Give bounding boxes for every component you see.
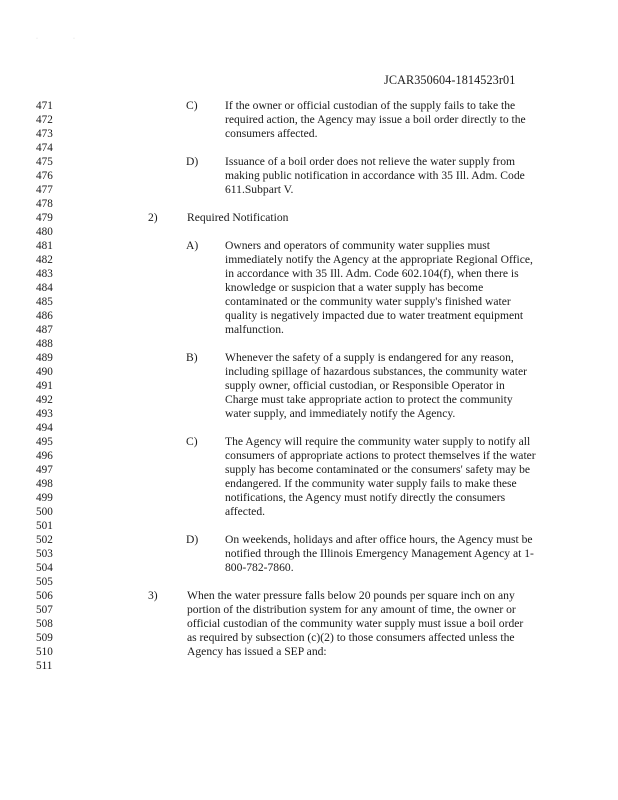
line-number: 477 xyxy=(36,184,53,196)
item-text: Owners and operators of community water supplies must xyxy=(225,239,490,252)
item-text: quality is negatively impacted due to water treatment equipment xyxy=(225,309,524,322)
text-line xyxy=(0,239,618,253)
item-label: C) xyxy=(186,99,198,112)
text-line xyxy=(0,589,618,603)
item-text: contaminated or the community water supply's finished water xyxy=(225,295,511,308)
item-text: Issuance of a boil order does not relieve the water supply from xyxy=(225,155,516,168)
text-line xyxy=(0,99,618,113)
item-text: endangered. If the community water supply fails to make these xyxy=(225,477,517,490)
line-number: 495 xyxy=(36,436,53,448)
text-line xyxy=(0,281,618,295)
item-text: When the water pressure falls below 20 pounds per square inch on any xyxy=(187,589,515,602)
item-text: consumers of appropriate actions to protect themselves if the water xyxy=(225,449,536,462)
line-number: 489 xyxy=(36,352,53,364)
text-line xyxy=(0,295,618,309)
item-label: A) xyxy=(186,239,199,252)
text-line xyxy=(0,267,618,281)
item-label: C) xyxy=(186,435,198,448)
text-line xyxy=(0,113,618,127)
item-text: supply owner, official custodian, or Responsible Operator in xyxy=(225,379,505,392)
text-line xyxy=(0,645,618,659)
text-line xyxy=(0,309,618,323)
line-number: 506 xyxy=(36,590,53,602)
line-number: 509 xyxy=(36,632,53,644)
line-number: 492 xyxy=(36,394,53,406)
text-line xyxy=(0,365,618,379)
text-line xyxy=(0,505,618,519)
text-line xyxy=(0,379,618,393)
scan-speck: · xyxy=(73,36,75,42)
text-line xyxy=(0,253,618,267)
item-text: 611.Subpart V. xyxy=(225,183,294,196)
line-number: 473 xyxy=(36,128,53,140)
document-body xyxy=(0,99,618,673)
line-number: 493 xyxy=(36,408,53,420)
line-number: 478 xyxy=(36,198,53,210)
line-number: 500 xyxy=(36,506,53,518)
item-text: Whenever the safety of a supply is endangered for any reason, xyxy=(225,351,514,364)
line-number: 475 xyxy=(36,156,53,168)
item-text: consumers affected. xyxy=(225,127,318,140)
line-number: 488 xyxy=(36,338,53,350)
item-label: D) xyxy=(186,155,199,168)
item-text: in accordance with 35 Ill. Adm. Code 602.104(f), when there is xyxy=(225,267,519,280)
text-line xyxy=(0,183,618,197)
item-label: 3) xyxy=(148,589,158,602)
section-heading: Required Notification xyxy=(187,211,289,224)
item-text: water supply, and immediately notify the Agency. xyxy=(225,407,456,420)
item-text: official custodian of the community water supply must issue a boil order xyxy=(187,617,524,630)
scan-speck: · xyxy=(36,36,38,42)
text-line xyxy=(0,127,618,141)
line-number: 483 xyxy=(36,268,53,280)
line-number: 503 xyxy=(36,548,53,560)
item-text: notified through the Illinois Emergency Management Agency at 1- xyxy=(225,547,534,560)
line-number: 510 xyxy=(36,646,53,658)
line-number: 482 xyxy=(36,254,53,266)
text-line xyxy=(0,631,618,645)
item-text: making public notification in accordance with 35 Ill. Adm. Code xyxy=(225,169,525,182)
text-line xyxy=(0,435,618,449)
text-line xyxy=(0,211,618,225)
line-number: 499 xyxy=(36,492,53,504)
text-line xyxy=(0,617,618,631)
text-line xyxy=(0,323,618,337)
document-id: JCAR350604-1814523r01 xyxy=(384,73,516,87)
item-text: knowledge or suspicion that a water supply has become xyxy=(225,281,484,294)
line-number: 491 xyxy=(36,380,53,392)
line-number: 487 xyxy=(36,324,53,336)
line-number: 481 xyxy=(36,240,53,252)
item-text: as required by subsection (c)(2) to those consumers affected unless the xyxy=(187,631,515,644)
item-text: affected. xyxy=(225,505,266,518)
line-number: 508 xyxy=(36,618,53,630)
item-text: Agency has issued a SEP and: xyxy=(187,645,327,658)
item-text: portion of the distribution system for any amount of time, the owner or xyxy=(187,603,516,616)
line-number: 490 xyxy=(36,366,53,378)
text-line xyxy=(0,407,618,421)
line-number: 471 xyxy=(36,100,53,112)
line-number: 498 xyxy=(36,478,53,490)
line-number: 497 xyxy=(36,464,53,476)
item-text: immediately notify the Agency at the appropriate Regional Office, xyxy=(225,253,533,266)
line-number: 504 xyxy=(36,562,53,574)
text-line xyxy=(0,603,618,617)
line-number: 486 xyxy=(36,310,53,322)
item-text: including spillage of hazardous substances, the community water xyxy=(225,365,528,378)
line-number: 501 xyxy=(36,520,53,532)
line-number: 476 xyxy=(36,170,53,182)
line-number: 496 xyxy=(36,450,53,462)
text-line xyxy=(0,393,618,407)
text-line xyxy=(0,561,618,575)
line-number: 485 xyxy=(36,296,53,308)
text-line xyxy=(0,463,618,477)
item-text: Charge must take appropriate action to protect the community xyxy=(225,393,513,406)
item-text: 800-782-7860. xyxy=(225,561,294,574)
text-line xyxy=(0,533,618,547)
line-number: 494 xyxy=(36,422,53,434)
text-line xyxy=(0,477,618,491)
line-number: 502 xyxy=(36,534,53,546)
line-number: 505 xyxy=(36,576,53,588)
line-number: 507 xyxy=(36,604,53,616)
line-number: 479 xyxy=(36,212,53,224)
item-label: 2) xyxy=(148,211,158,224)
item-text: malfunction. xyxy=(225,323,284,336)
line-number: 480 xyxy=(36,226,53,238)
item-text: On weekends, holidays and after office hours, the Agency must be xyxy=(225,533,533,546)
text-line xyxy=(0,351,618,365)
item-text: If the owner or official custodian of the supply fails to take the xyxy=(225,99,516,112)
text-line xyxy=(0,155,618,169)
line-number: 472 xyxy=(36,114,53,126)
text-line xyxy=(0,169,618,183)
text-line xyxy=(0,491,618,505)
line-number: 511 xyxy=(36,660,53,672)
item-text: notifications, the Agency must notify directly the consumers xyxy=(225,491,506,504)
item-text: required action, the Agency may issue a boil order directly to the xyxy=(225,113,526,126)
line-number: 474 xyxy=(36,142,53,154)
text-line xyxy=(0,449,618,463)
item-text: supply has become contaminated or the consumers' safety may be xyxy=(225,463,531,476)
text-line xyxy=(0,547,618,561)
item-text: The Agency will require the community water supply to notify all xyxy=(225,435,531,448)
line-number: 484 xyxy=(36,282,53,294)
item-label: D) xyxy=(186,533,199,546)
item-label: B) xyxy=(186,351,198,364)
